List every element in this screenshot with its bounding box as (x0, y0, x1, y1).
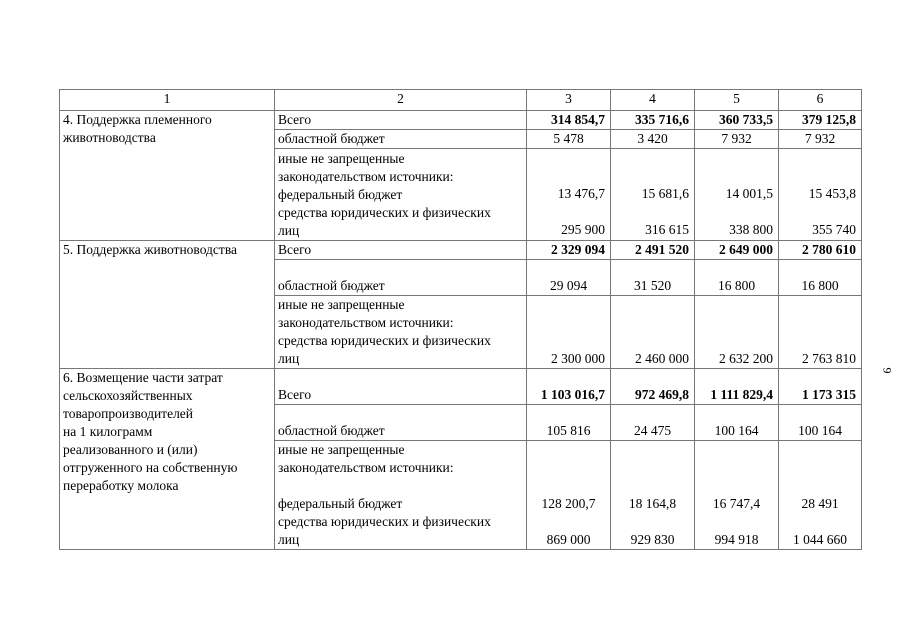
s6-total-c5: 1 111 829,4 (695, 369, 779, 405)
s5-legal-c4: 2 460 000 (611, 296, 695, 369)
s4-other-label-2: законодательством источники: (278, 169, 454, 184)
s4-other-c3 (527, 149, 611, 241)
s4-legal-c5: 338 800 (729, 222, 773, 237)
header-col-3: 3 (527, 90, 611, 111)
header-row (60, 90, 862, 111)
s6-federal-c3: 128 200,7 (541, 496, 596, 511)
budget-table (59, 89, 862, 550)
s5-regional-c5: 16 800 (695, 260, 779, 296)
s5-total-label: Всего (275, 241, 527, 260)
s5-regional-c4: 31 520 (611, 260, 695, 296)
s4-legal-c4: 316 615 (645, 222, 689, 237)
s6-legal-c3: 869 000 (546, 532, 591, 547)
s5-total-c4: 2 491 520 (611, 241, 695, 260)
s6-total-row (60, 369, 862, 405)
header-col-5: 5 (695, 90, 779, 111)
s6-other-label-1: иные не запрещенные (278, 442, 405, 457)
s6-title-line-4: на 1 килограмм (63, 424, 153, 439)
s5-legal-label-2: лиц (278, 351, 300, 366)
s6-total-c3: 1 103 016,7 (527, 369, 611, 405)
s5-legal-label-1: средства юридических и физических (278, 333, 491, 348)
s6-other-c3 (527, 441, 611, 550)
s6-regional-c6: 100 164 (779, 405, 862, 441)
s6-total-label: Всего (275, 369, 527, 405)
s6-legal-label-2: лиц (278, 532, 300, 547)
s6-regional-c3: 105 816 (527, 405, 611, 441)
s6-other-c6 (779, 441, 862, 550)
s6-title-line-2: сельскохозяйственных (63, 388, 193, 403)
s6-total-c6: 1 173 315 (779, 369, 862, 405)
s6-other-cell (275, 441, 527, 550)
s4-regional-label: областной бюджет (275, 130, 527, 149)
s6-title-line-1: 6. Возмещение части затрат (63, 370, 223, 385)
s6-legal-c5: 994 918 (714, 532, 759, 547)
header-col-4: 4 (611, 90, 695, 111)
s6-federal-c6: 28 491 (801, 496, 839, 511)
s6-legal-label-1: средства юридических и физических (278, 514, 491, 529)
s4-other-c4 (611, 149, 695, 241)
header-col-2: 2 (275, 90, 527, 111)
s6-regional-c4: 24 475 (611, 405, 695, 441)
s4-total-c6: 379 125,8 (779, 111, 862, 130)
s6-other-c4 (611, 441, 695, 550)
s5-regional-c3: 29 094 (527, 260, 611, 296)
s5-legal-c3: 2 300 000 (527, 296, 611, 369)
s5-total-c5: 2 649 000 (695, 241, 779, 260)
s4-federal-c5: 14 001,5 (725, 186, 773, 201)
header-col-1: 1 (60, 90, 275, 111)
s4-total-c5: 360 733,5 (695, 111, 779, 130)
s4-regional-c6: 7 932 (779, 130, 862, 149)
s4-total-c3: 314 854,7 (527, 111, 611, 130)
s4-other-cell (275, 149, 527, 241)
s6-other-c5 (695, 441, 779, 550)
s6-title-line-7: переработку молока (63, 478, 179, 493)
s5-legal-c5: 2 632 200 (695, 296, 779, 369)
s5-other-label-1: иные не запрещенные (278, 297, 405, 312)
s5-title: 5. Поддержка животноводства (60, 241, 275, 369)
s6-federal-c5: 16 747,4 (712, 496, 761, 511)
s4-other-c6 (779, 149, 862, 241)
s4-other-label-1: иные не запрещенные (278, 151, 405, 166)
s6-legal-c6: 1 044 660 (793, 532, 847, 547)
s6-title (60, 369, 275, 550)
s4-total-c4: 335 716,6 (611, 111, 695, 130)
s4-other-c5 (695, 149, 779, 241)
s5-regional-c6: 16 800 (779, 260, 862, 296)
s4-legal-c6: 355 740 (812, 222, 856, 237)
s4-legal-label-2: лиц (278, 223, 300, 238)
s6-title-line-3: товаропроизводителей (63, 406, 194, 421)
s5-regional-label: областной бюджет (275, 260, 527, 296)
s6-other-label-2: законодательством источники: (278, 460, 454, 475)
s6-title-line-5: реализованного и (или) (63, 442, 198, 457)
s4-regional-c3: 5 478 (527, 130, 611, 149)
header-col-6: 6 (779, 90, 862, 111)
s5-other-cell (275, 296, 527, 369)
s4-regional-c5: 7 932 (695, 130, 779, 149)
s5-legal-c6: 2 763 810 (779, 296, 862, 369)
s4-legal-label-1: средства юридических и физических (278, 205, 491, 220)
s6-federal-c4: 18 164,8 (628, 496, 677, 511)
s6-title-line-6: отгруженного на собственную (63, 460, 238, 475)
s4-total-row (60, 111, 862, 130)
s4-federal-label: федеральный бюджет (278, 187, 403, 202)
s6-legal-c4: 929 830 (630, 532, 675, 547)
s6-regional-c5: 100 164 (695, 405, 779, 441)
s4-total-label: Всего (275, 111, 527, 130)
s4-legal-c3: 295 900 (561, 222, 605, 237)
s5-other-label-2: законодательством источники: (278, 315, 454, 330)
s5-total-row (60, 241, 862, 260)
s4-federal-c4: 15 681,6 (641, 186, 689, 201)
page-number: 9 (880, 367, 895, 374)
s4-regional-c4: 3 420 (611, 130, 695, 149)
s6-federal-label: федеральный бюджет (278, 496, 403, 511)
s4-federal-c6: 15 453,8 (808, 186, 856, 201)
s6-total-c4: 972 469,8 (611, 369, 695, 405)
s6-regional-label: областной бюджет (275, 405, 527, 441)
s5-total-c6: 2 780 610 (779, 241, 862, 260)
s4-federal-c3: 13 476,7 (557, 186, 605, 201)
s4-title: 4. Поддержка племенного животноводства (60, 111, 275, 241)
s5-total-c3: 2 329 094 (527, 241, 611, 260)
